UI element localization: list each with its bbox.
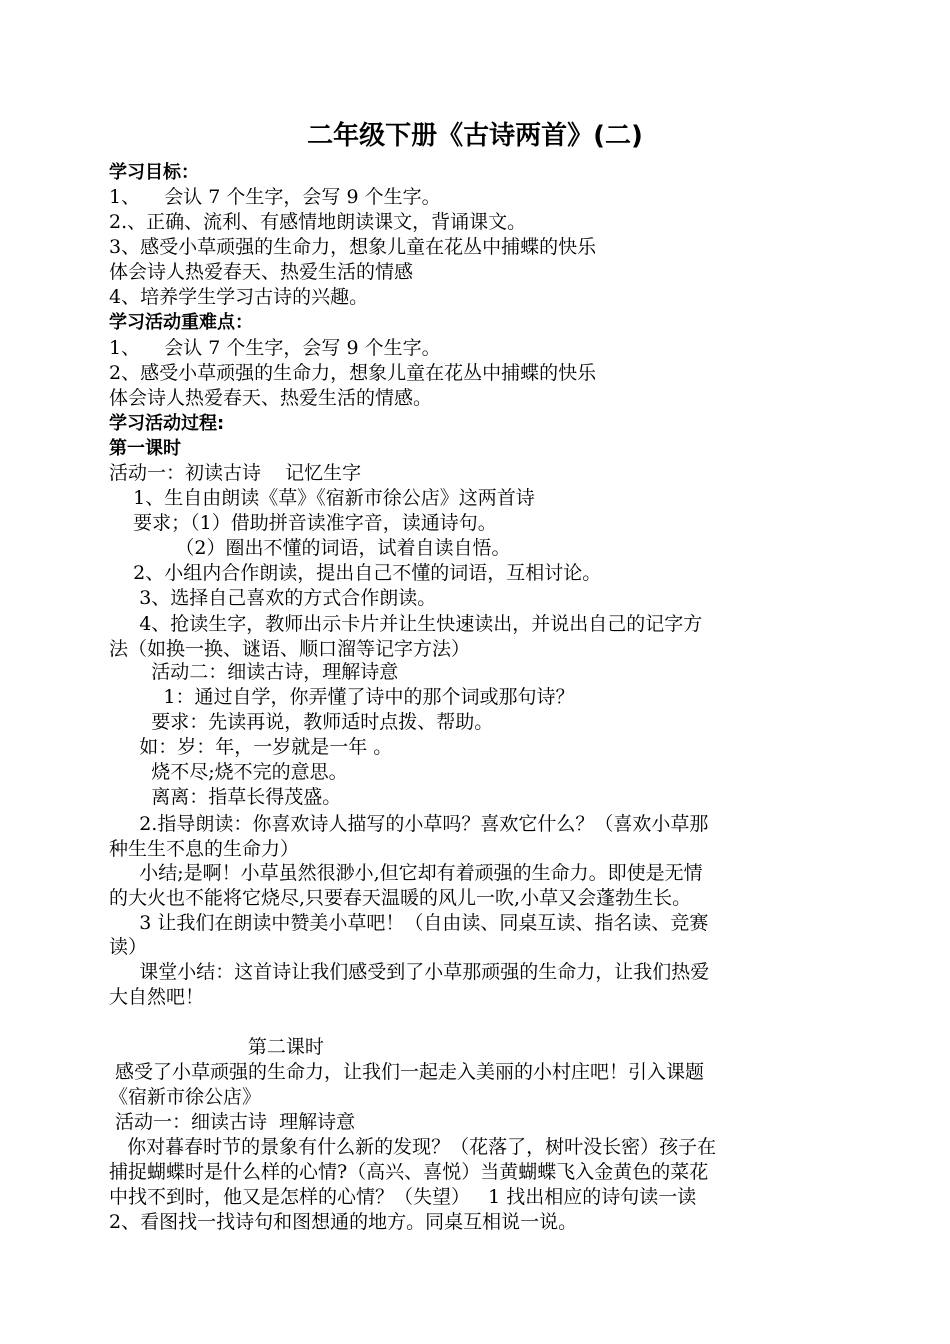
body-line: 法（如换一换、谜语、顺口溜等记字方法） xyxy=(109,638,471,660)
body-line: 2、小组内合作朗读，提出自己不懂的词语，互相讨论。 xyxy=(109,562,602,584)
body-line: 感受了小草顽强的生命力，让我们一起走入美丽的小村庄吧！引入课题 xyxy=(109,1061,705,1083)
body-line: 捕捉蝴蝶时是什么样的心情?（高兴、喜悦）当黄蝴蝶飞入金黄色的菜花 xyxy=(109,1161,709,1183)
body-line: 要求；（1）借助拼音读准字音，读通诗句。 xyxy=(109,512,497,534)
body-line: 第二课时 xyxy=(109,1036,324,1058)
body-line: 3、选择自己喜欢的方式合作朗读。 xyxy=(109,587,437,609)
body-line: 读） xyxy=(109,936,148,958)
body-line: 课堂小结：这首诗让我们感受到了小草那顽强的生命力，让我们热爱 xyxy=(109,961,710,983)
body-line: （2）圈出不懂的词语，试着自读自悟。 xyxy=(109,537,511,559)
body-line: 中找不到时，他又是怎样的心情？（失望） 1 找出相应的诗句读一读 xyxy=(109,1186,697,1208)
body-line: 2.、正确、流利、有感情地朗读课文，背诵课文。 xyxy=(109,211,527,233)
body-line: 2、看图找一找诗句和图想通的地方。同桌互相说一说。 xyxy=(109,1211,578,1233)
body-line: 体会诗人热爱春天、热爱生活的情感 xyxy=(109,261,414,283)
body-line: 4、抢读生字，教师出示卡片并让生快速读出，并说出自己的记字方 xyxy=(109,613,703,635)
body-line: 离离：指草长得茂盛。 xyxy=(109,786,342,808)
body-line: 大自然吧！ xyxy=(109,986,205,1008)
body-line: 种生生不息的生命力） xyxy=(109,838,300,860)
body-line: 小结;是啊！小草虽然很渺小,但它却有着顽强的生命力。即使是无情 xyxy=(109,862,703,884)
section-heading: 学习活动重难点： xyxy=(109,312,253,333)
body-line: 3、感受小草顽强的生命力，想象儿童在花丛中捕蝶的快乐 xyxy=(109,236,597,258)
body-line: 1、生自由朗读《草》《宿新市徐公店》这两首诗 xyxy=(109,487,535,509)
body-line: 1、 会认 7 个生字，会写 9 个生字。 xyxy=(109,337,441,359)
body-line: 要求：先读再说，教师适时点拨、帮助。 xyxy=(109,711,494,733)
body-line: 《宿新市徐公店》 xyxy=(109,1086,262,1108)
body-line: 的大火也不能将它烧尽,只要春天温暖的风儿一吹,小草又会蓬勃生长。 xyxy=(109,887,692,909)
body-line: 2.指导朗读：你喜欢诗人描写的小草吗？喜欢它什么？（喜欢小草那 xyxy=(109,813,709,835)
body-line: 你对暮春时节的景象有什么新的发现？（花落了，树叶没长密）孩子在 xyxy=(109,1136,717,1158)
section-heading: 学习活动过程: xyxy=(109,413,225,434)
body-line: 烧不尽;烧不完的意思。 xyxy=(109,761,348,783)
body-line: 活动二：细读古诗，理解诗意 xyxy=(109,661,399,683)
body-line: 1：通过自学，你弄懂了诗中的那个词或那句诗？ xyxy=(109,686,575,708)
body-line: 2、感受小草顽强的生命力，想象儿童在花丛中捕蝶的快乐 xyxy=(109,362,597,384)
document-title: 二年级下册《古诗两首》(二) xyxy=(307,121,643,151)
body-line: 体会诗人热爱春天、热爱生活的情感。 xyxy=(109,387,433,409)
body-line: 活动一：初读古诗 记忆生字 xyxy=(109,462,362,484)
body-line: 如：岁：年，一岁就是一年 。 xyxy=(109,736,393,758)
body-line: 4、培养学生学习古诗的兴趣。 xyxy=(109,286,369,308)
body-line: 1、 会认 7 个生字，会写 9 个生字。 xyxy=(109,186,441,208)
body-line: 3 让我们在朗读中赞美小草吧！（自由读、同桌互读、指名读、竞赛 xyxy=(109,912,709,934)
section-heading: 第一课时 xyxy=(109,438,181,459)
body-line: 活动一：细读古诗 理解诗意 xyxy=(109,1111,356,1133)
section-heading: 学习目标： xyxy=(109,162,199,183)
